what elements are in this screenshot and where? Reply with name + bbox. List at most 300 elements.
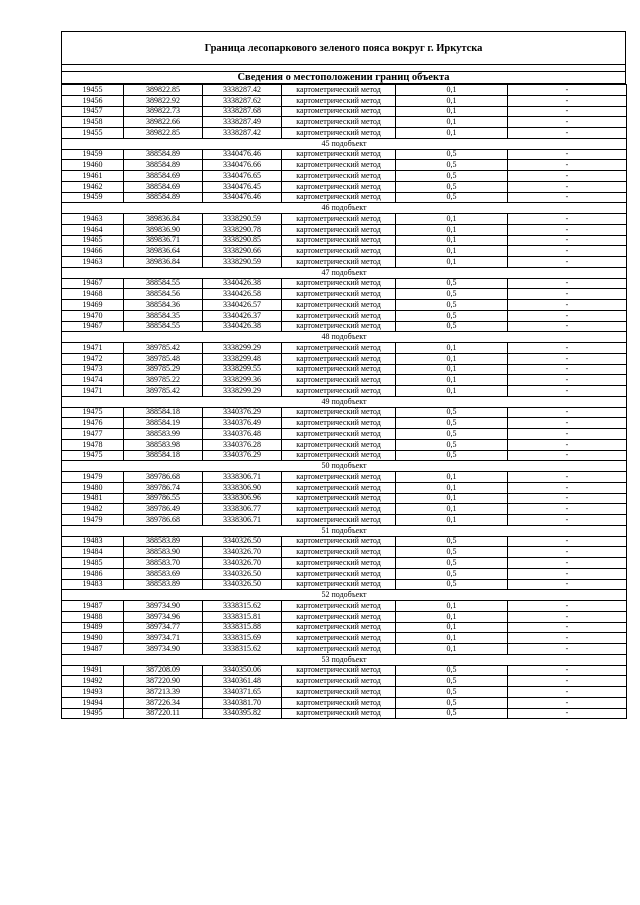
table-row [62,106,627,117]
y-coordinate-cell: 3340426.37 [203,310,282,321]
method-cell: картометрический метод [282,504,396,515]
method-cell: картометрический метод [282,482,396,493]
table-row [62,665,627,676]
accuracy-cell: 0,5 [396,278,508,289]
description-cell: - [508,504,627,515]
accuracy-cell: 0,5 [396,300,508,311]
accuracy-cell: 0,5 [396,665,508,676]
y-coordinate-cell: 3340326.70 [203,558,282,569]
accuracy-cell: 0,5 [396,697,508,708]
method-cell: картометрический метод [282,579,396,590]
accuracy-cell: 0,5 [396,407,508,418]
point-id-cell: 19478 [62,439,124,450]
x-coordinate-cell: 388584.89 [124,192,203,203]
description-cell: - [508,128,627,139]
description-cell: - [508,321,627,332]
accuracy-cell: 0,5 [396,181,508,192]
point-id-cell: 19461 [62,171,124,182]
accuracy-cell: 0,1 [396,95,508,106]
y-coordinate-cell: 3338306.71 [203,515,282,526]
accuracy-cell: 0,5 [396,558,508,569]
point-id-cell: 19480 [62,482,124,493]
description-cell: - [508,547,627,558]
description-cell: - [508,257,627,268]
table-row [62,568,627,579]
table-row [62,697,627,708]
x-coordinate-cell: 389785.42 [124,386,203,397]
y-coordinate-cell: 3340476.46 [203,149,282,160]
method-cell: картометрический метод [282,95,396,106]
description-cell: - [508,450,627,461]
accuracy-cell: 0,5 [396,160,508,171]
y-coordinate-cell: 3338290.59 [203,257,282,268]
x-coordinate-cell: 389785.48 [124,353,203,364]
section-row [62,525,627,536]
description-cell: - [508,192,627,203]
y-coordinate-cell: 3340476.45 [203,181,282,192]
accuracy-cell: 0,5 [396,568,508,579]
method-cell: картометрический метод [282,375,396,386]
point-id-cell: 19460 [62,160,124,171]
x-coordinate-cell: 389786.55 [124,493,203,504]
description-cell: - [508,418,627,429]
table-row [62,450,627,461]
section-label: 46 подобъект [62,203,627,214]
x-coordinate-cell: 389785.42 [124,343,203,354]
method-cell: картометрический метод [282,676,396,687]
description-cell: - [508,160,627,171]
x-coordinate-cell: 387220.11 [124,708,203,719]
section-label: 48 подобъект [62,332,627,343]
table-row [62,117,627,128]
accuracy-cell: 0,1 [396,644,508,655]
accuracy-cell: 0,1 [396,224,508,235]
y-coordinate-cell: 3340376.29 [203,450,282,461]
point-id-cell: 19459 [62,149,124,160]
accuracy-cell: 0,5 [396,289,508,300]
method-cell: картометрический метод [282,697,396,708]
method-cell: картометрический метод [282,536,396,547]
accuracy-cell: 0,5 [396,687,508,698]
point-id-cell: 19485 [62,558,124,569]
point-id-cell: 19466 [62,246,124,257]
y-coordinate-cell: 3338299.29 [203,343,282,354]
x-coordinate-cell: 388584.18 [124,407,203,418]
accuracy-cell: 0,5 [396,450,508,461]
method-cell: картометрический метод [282,278,396,289]
point-id-cell: 19465 [62,235,124,246]
table-row [62,558,627,569]
description-cell: - [508,343,627,354]
point-id-cell: 19483 [62,536,124,547]
table-row [62,321,627,332]
method-cell: картометрический метод [282,171,396,182]
method-cell: картометрический метод [282,633,396,644]
description-cell: - [508,353,627,364]
point-id-cell: 19455 [62,128,124,139]
section-row [62,138,627,149]
y-coordinate-cell: 3338299.55 [203,364,282,375]
method-cell: картометрический метод [282,364,396,375]
accuracy-cell: 0,1 [396,353,508,364]
x-coordinate-cell: 388583.90 [124,547,203,558]
table-row [62,482,627,493]
y-coordinate-cell: 3338287.62 [203,95,282,106]
table-row [62,85,627,96]
section-label: 50 подобъект [62,461,627,472]
method-cell: картометрический метод [282,708,396,719]
point-id-cell: 19470 [62,310,124,321]
method-cell: картометрический метод [282,257,396,268]
description-cell: - [508,310,627,321]
method-cell: картометрический метод [282,622,396,633]
accuracy-cell: 0,1 [396,482,508,493]
point-id-cell: 19487 [62,644,124,655]
method-cell: картометрический метод [282,224,396,235]
accuracy-cell: 0,1 [396,472,508,483]
y-coordinate-cell: 3340426.57 [203,300,282,311]
x-coordinate-cell: 387213.39 [124,687,203,698]
y-coordinate-cell: 3340395.82 [203,708,282,719]
method-cell: картометрический метод [282,450,396,461]
description-cell: - [508,536,627,547]
point-id-cell: 19468 [62,289,124,300]
method-cell: картометрический метод [282,149,396,160]
method-cell: картометрический метод [282,493,396,504]
description-cell: - [508,214,627,225]
description-cell: - [508,601,627,612]
point-id-cell: 19484 [62,547,124,558]
table-row [62,547,627,558]
y-coordinate-cell: 3338315.81 [203,611,282,622]
description-cell: - [508,407,627,418]
description-cell: - [508,289,627,300]
description-cell: - [508,181,627,192]
x-coordinate-cell: 389822.92 [124,95,203,106]
method-cell: картометрический метод [282,558,396,569]
point-id-cell: 19474 [62,375,124,386]
description-cell: - [508,697,627,708]
description-cell: - [508,558,627,569]
method-cell: картометрический метод [282,547,396,558]
accuracy-cell: 0,1 [396,85,508,96]
y-coordinate-cell: 3340376.49 [203,418,282,429]
method-cell: картометрический метод [282,644,396,655]
x-coordinate-cell: 388584.36 [124,300,203,311]
accuracy-cell: 0,5 [396,149,508,160]
method-cell: картометрический метод [282,429,396,440]
table-row [62,644,627,655]
y-coordinate-cell: 3338306.96 [203,493,282,504]
table-row [62,493,627,504]
description-cell: - [508,246,627,257]
y-coordinate-cell: 3338315.62 [203,644,282,655]
method-cell: картометрический метод [282,568,396,579]
table-row [62,611,627,622]
method-cell: картометрический метод [282,321,396,332]
accuracy-cell: 0,1 [396,633,508,644]
y-coordinate-cell: 3338306.77 [203,504,282,515]
description-cell: - [508,95,627,106]
table-row [62,171,627,182]
section-row [62,267,627,278]
point-id-cell: 19464 [62,224,124,235]
table-row [62,407,627,418]
description-cell: - [508,85,627,96]
description-cell: - [508,439,627,450]
table-row [62,375,627,386]
y-coordinate-cell: 3340476.65 [203,171,282,182]
accuracy-cell: 0,5 [396,439,508,450]
description-cell: - [508,472,627,483]
point-id-cell: 19472 [62,353,124,364]
x-coordinate-cell: 388584.18 [124,450,203,461]
point-id-cell: 19481 [62,493,124,504]
x-coordinate-cell: 389786.74 [124,482,203,493]
accuracy-cell: 0,5 [396,171,508,182]
accuracy-cell: 0,5 [396,310,508,321]
section-label: 45 подобъект [62,138,627,149]
accuracy-cell: 0,1 [396,257,508,268]
section-row [62,332,627,343]
accuracy-cell: 0,5 [396,192,508,203]
description-cell: - [508,375,627,386]
description-cell: - [508,579,627,590]
method-cell: картометрический метод [282,310,396,321]
y-coordinate-cell: 3338306.90 [203,482,282,493]
table-row [62,708,627,719]
point-id-cell: 19482 [62,504,124,515]
table-row [62,278,627,289]
accuracy-cell: 0,1 [396,364,508,375]
accuracy-cell: 0,1 [396,128,508,139]
table-row [62,310,627,321]
x-coordinate-cell: 388584.89 [124,160,203,171]
method-cell: картометрический метод [282,687,396,698]
x-coordinate-cell: 388584.69 [124,181,203,192]
description-cell: - [508,106,627,117]
coordinates-table [61,84,627,719]
section-label: 51 подобъект [62,525,627,536]
point-id-cell: 19457 [62,106,124,117]
x-coordinate-cell: 389822.85 [124,128,203,139]
section-row [62,203,627,214]
point-id-cell: 19456 [62,95,124,106]
x-coordinate-cell: 387226.34 [124,697,203,708]
x-coordinate-cell: 389785.29 [124,364,203,375]
y-coordinate-cell: 3340426.38 [203,278,282,289]
accuracy-cell: 0,5 [396,579,508,590]
table-subtitle: Сведения о местоположении границ объекта [61,72,626,84]
y-coordinate-cell: 3340371.65 [203,687,282,698]
y-coordinate-cell: 3340326.70 [203,547,282,558]
table-row [62,633,627,644]
document-title: Граница лесопаркового зеленого пояса вокруг г. Иркутска [61,31,626,65]
table-row [62,95,627,106]
table-row [62,418,627,429]
description-cell: - [508,568,627,579]
accuracy-cell: 0,5 [396,321,508,332]
y-coordinate-cell: 3340381.70 [203,697,282,708]
table-row [62,257,627,268]
description-cell: - [508,676,627,687]
point-id-cell: 19462 [62,181,124,192]
section-label: 49 подобъект [62,396,627,407]
x-coordinate-cell: 389822.66 [124,117,203,128]
table-row [62,160,627,171]
y-coordinate-cell: 3338287.68 [203,106,282,117]
point-id-cell: 19467 [62,321,124,332]
point-id-cell: 19476 [62,418,124,429]
y-coordinate-cell: 3338287.49 [203,117,282,128]
coordinates-table-body [62,85,627,719]
point-id-cell: 19491 [62,665,124,676]
document-sheet [61,31,626,719]
accuracy-cell: 0,1 [396,386,508,397]
point-id-cell: 19479 [62,515,124,526]
point-id-cell: 19479 [62,472,124,483]
table-row [62,472,627,483]
y-coordinate-cell: 3338290.66 [203,246,282,257]
method-cell: картометрический метод [282,353,396,364]
accuracy-cell: 0,1 [396,504,508,515]
x-coordinate-cell: 388583.98 [124,439,203,450]
x-coordinate-cell: 389734.96 [124,611,203,622]
x-coordinate-cell: 388584.55 [124,321,203,332]
y-coordinate-cell: 3340326.50 [203,536,282,547]
accuracy-cell: 0,1 [396,515,508,526]
table-row [62,149,627,160]
point-id-cell: 19463 [62,214,124,225]
description-cell: - [508,224,627,235]
accuracy-cell: 0,5 [396,418,508,429]
x-coordinate-cell: 389785.22 [124,375,203,386]
table-row [62,192,627,203]
table-row [62,429,627,440]
point-id-cell: 19469 [62,300,124,311]
x-coordinate-cell: 389836.84 [124,214,203,225]
table-row [62,601,627,612]
table-row [62,439,627,450]
point-id-cell: 19487 [62,601,124,612]
method-cell: картометрический метод [282,472,396,483]
x-coordinate-cell: 389786.49 [124,504,203,515]
table-row [62,504,627,515]
x-coordinate-cell: 389836.71 [124,235,203,246]
x-coordinate-cell: 389836.64 [124,246,203,257]
x-coordinate-cell: 389822.85 [124,85,203,96]
point-id-cell: 19493 [62,687,124,698]
y-coordinate-cell: 3338299.29 [203,386,282,397]
y-coordinate-cell: 3340476.46 [203,192,282,203]
method-cell: картометрический метод [282,128,396,139]
x-coordinate-cell: 389822.73 [124,106,203,117]
description-cell: - [508,300,627,311]
x-coordinate-cell: 389734.90 [124,644,203,655]
point-id-cell: 19471 [62,386,124,397]
x-coordinate-cell: 389734.90 [124,601,203,612]
y-coordinate-cell: 3340376.48 [203,429,282,440]
method-cell: картометрический метод [282,85,396,96]
accuracy-cell: 0,1 [396,235,508,246]
point-id-cell: 19486 [62,568,124,579]
y-coordinate-cell: 3338290.85 [203,235,282,246]
method-cell: картометрический метод [282,601,396,612]
description-cell: - [508,149,627,160]
section-row [62,396,627,407]
method-cell: картометрический метод [282,418,396,429]
accuracy-cell: 0,5 [396,547,508,558]
y-coordinate-cell: 3338315.69 [203,633,282,644]
title-spacer [61,65,626,72]
point-id-cell: 19488 [62,611,124,622]
section-label: 47 подобъект [62,267,627,278]
x-coordinate-cell: 388584.89 [124,149,203,160]
y-coordinate-cell: 3338290.78 [203,224,282,235]
y-coordinate-cell: 3338306.71 [203,472,282,483]
method-cell: картометрический метод [282,214,396,225]
description-cell: - [508,644,627,655]
point-id-cell: 19458 [62,117,124,128]
x-coordinate-cell: 388584.55 [124,278,203,289]
x-coordinate-cell: 389734.71 [124,633,203,644]
x-coordinate-cell: 388584.35 [124,310,203,321]
y-coordinate-cell: 3338290.59 [203,214,282,225]
point-id-cell: 19459 [62,192,124,203]
y-coordinate-cell: 3340350.06 [203,665,282,676]
table-row [62,224,627,235]
x-coordinate-cell: 389836.84 [124,257,203,268]
accuracy-cell: 0,5 [396,676,508,687]
description-cell: - [508,633,627,644]
x-coordinate-cell: 388584.56 [124,289,203,300]
accuracy-cell: 0,1 [396,493,508,504]
x-coordinate-cell: 387208.09 [124,665,203,676]
table-row [62,622,627,633]
point-id-cell: 19494 [62,697,124,708]
accuracy-cell: 0,5 [396,536,508,547]
method-cell: картометрический метод [282,235,396,246]
method-cell: картометрический метод [282,289,396,300]
method-cell: картометрический метод [282,106,396,117]
accuracy-cell: 0,1 [396,601,508,612]
y-coordinate-cell: 3340361.48 [203,676,282,687]
section-row [62,461,627,472]
table-row [62,536,627,547]
table-row [62,128,627,139]
point-id-cell: 19463 [62,257,124,268]
method-cell: картометрический метод [282,300,396,311]
description-cell: - [508,515,627,526]
y-coordinate-cell: 3340326.50 [203,568,282,579]
description-cell: - [508,171,627,182]
x-coordinate-cell: 388583.89 [124,536,203,547]
table-row [62,214,627,225]
section-label: 53 подобъект [62,654,627,665]
accuracy-cell: 0,1 [396,106,508,117]
y-coordinate-cell: 3340326.50 [203,579,282,590]
method-cell: картометрический метод [282,343,396,354]
table-row [62,181,627,192]
point-id-cell: 19473 [62,364,124,375]
x-coordinate-cell: 389786.68 [124,472,203,483]
x-coordinate-cell: 388584.19 [124,418,203,429]
point-id-cell: 19492 [62,676,124,687]
description-cell: - [508,364,627,375]
table-row [62,676,627,687]
y-coordinate-cell: 3338315.62 [203,601,282,612]
x-coordinate-cell: 387220.90 [124,676,203,687]
